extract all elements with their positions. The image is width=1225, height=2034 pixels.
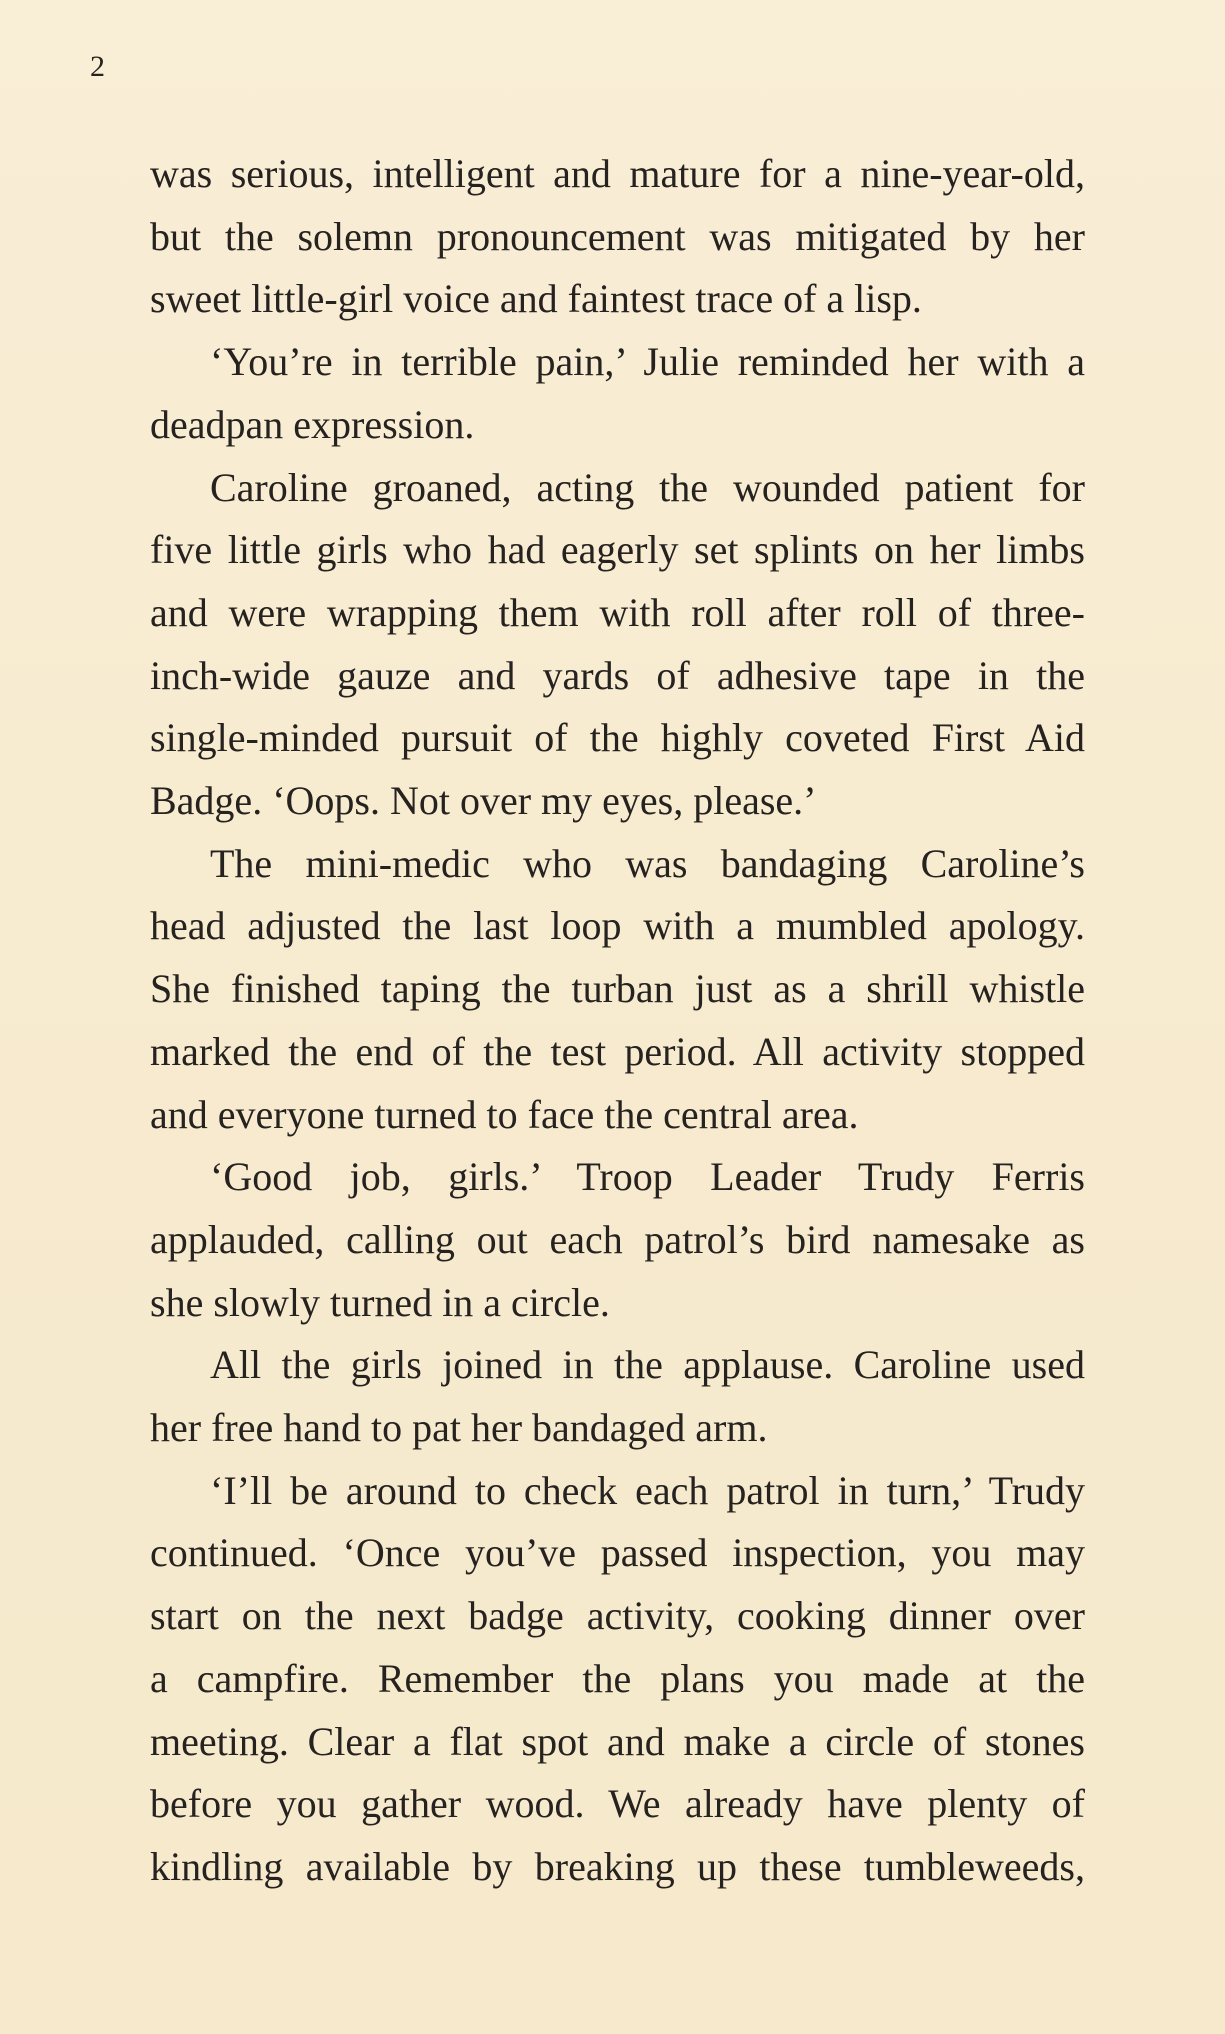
text-line: single-minded pursuit of the highly coveted First Aid <box>150 715 1085 761</box>
text-line: continued. ‘Once you’ve passed inspection, you may <box>150 1530 1085 1576</box>
text-line: ‘You’re in terrible pain,’ Julie reminded her with a <box>210 339 1085 385</box>
text-line: She finished taping the turban just as a shrill whistle <box>150 966 1085 1012</box>
paragraph <box>90 457 1085 833</box>
paragraph <box>90 833 1085 1147</box>
text-line: kindling available by breaking up these tumbleweeds, <box>150 1843 1085 1889</box>
text-line: sweet little-girl voice and faintest trace of a lisp. <box>150 276 922 322</box>
text-line: start on the next badge activity, cooking dinner over <box>150 1593 1085 1639</box>
paragraph <box>90 1146 1085 1334</box>
text-line: was serious, intelligent and mature for a nine-year-old, <box>150 151 1085 196</box>
text-line: Badge. ‘Oops. Not over my eyes, please.’ <box>150 778 817 824</box>
paragraph <box>90 143 1085 331</box>
text-line: before you gather wood. We already have plenty of <box>150 1781 1085 1827</box>
text-line: applauded, calling out each patrol’s bird namesake as <box>150 1216 1085 1262</box>
text-line: All the girls joined in the applause. Caroline used <box>210 1342 1085 1388</box>
text-line: ‘Good job, girls.’ Troop Leader Trudy Ferris <box>210 1154 1085 1200</box>
text-line: but the solemn pronouncement was mitigated by her <box>150 213 1085 259</box>
text-line: and were wrapping them with roll after roll of three- <box>150 589 1085 635</box>
text-line: a campfire. Remember the plans you made at the <box>150 1655 1085 1701</box>
text-line: she slowly turned in a circle. <box>150 1279 610 1325</box>
text-line: The mini-medic who was bandaging Caroline’s <box>210 840 1085 886</box>
body-text <box>90 143 1085 1899</box>
paragraph <box>90 1334 1085 1459</box>
paragraph <box>90 1460 1085 1899</box>
paragraph <box>90 331 1085 456</box>
text-line: meeting. Clear a flat spot and make a circle of stones <box>150 1718 1085 1764</box>
text-line: inch-wide gauze and yards of adhesive tape in the <box>150 652 1085 698</box>
text-line: ‘I’ll be around to check each patrol in turn,’ Trudy <box>210 1467 1085 1513</box>
text-line: head adjusted the last loop with a mumbled apology. <box>150 903 1085 949</box>
text-line: and everyone turned to face the central area. <box>150 1091 859 1137</box>
text-line: five little girls who had eagerly set splints on her limbs <box>150 527 1085 573</box>
text-line: deadpan expression. <box>150 401 475 447</box>
text-line: her free hand to pat her bandaged arm. <box>150 1405 768 1451</box>
page-number: 2 <box>90 50 105 83</box>
text-line: marked the end of the test period. All activity stopped <box>150 1028 1085 1074</box>
text-line: Caroline groaned, acting the wounded patient for <box>210 464 1085 510</box>
